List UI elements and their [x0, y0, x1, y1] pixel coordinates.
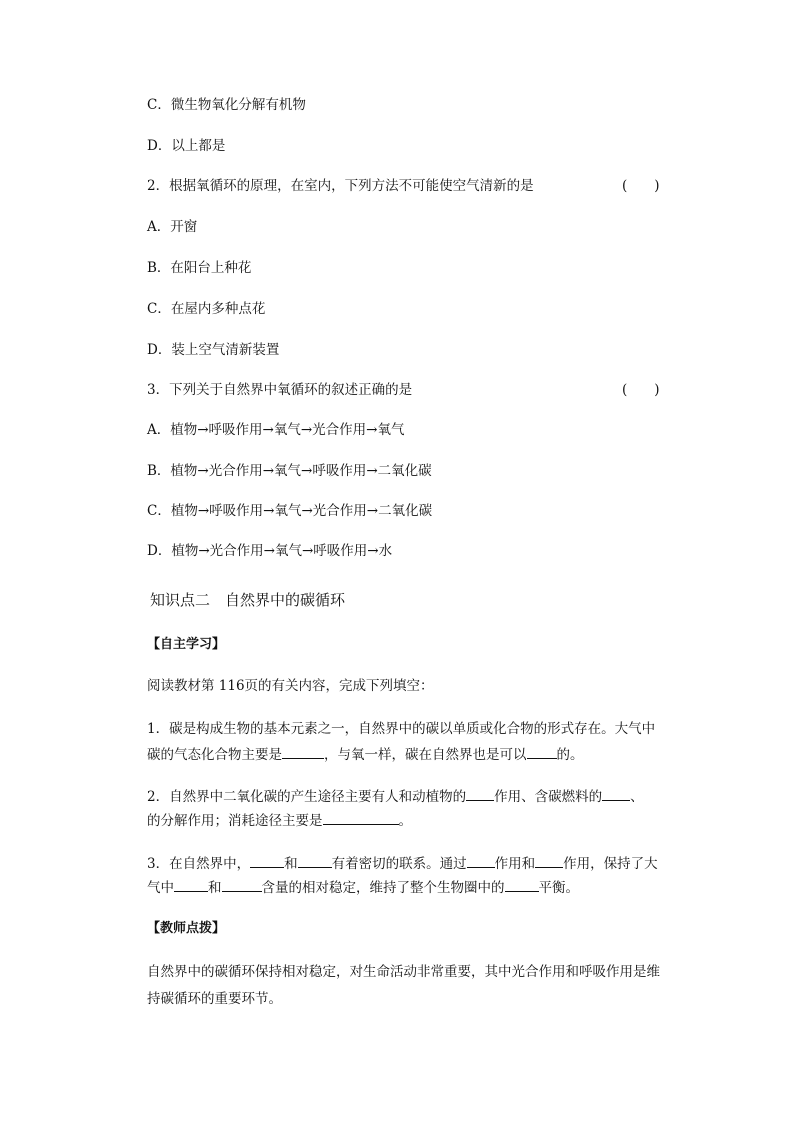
q3-option-a: A．植物→呼吸作用→氧气→光合作用→氧气	[147, 422, 405, 438]
blank-1-2[interactable]	[527, 744, 557, 759]
blank-3-3[interactable]	[467, 853, 495, 868]
item-2-line-2: 的分解作用；消耗途径主要是 。	[147, 810, 677, 828]
teacher-tip-line-1: 自然界中的碳循环保持相对稳定，对生命活动非常重要，其中光合作用和呼吸作用是维	[147, 964, 660, 980]
item-1-line-2: 碳的气态化合物主要是 ，与氧一样，碳在自然界也是可以 的。	[147, 744, 677, 762]
fill-blank-item-1	[147, 720, 677, 762]
self-study-tag: 【自主学习】	[147, 637, 226, 652]
item-2-line-1: 2．自然界中二氧化碳的产生途径主要有人和动植物的 作用、含碳燃料的 、	[147, 786, 677, 804]
q1-option-c: C．微生物氧化分解有机物	[147, 97, 306, 113]
teacher-tip-line-2: 持碳循环的重要环节。	[147, 991, 282, 1007]
item-3-line-2: 气中 和 含量的相对稳定，维持了整个生物圈中的 平衡。	[147, 877, 677, 895]
fill-blank-item-3	[147, 853, 677, 895]
section-title: 知识点二 自然界中的碳循环	[150, 591, 346, 609]
blank-1-1[interactable]	[282, 744, 324, 759]
blank-3-4[interactable]	[535, 853, 563, 868]
q1-option-d: D．以上都是	[147, 138, 226, 154]
q2-answer-paren: ( )	[622, 178, 660, 194]
blank-3-2[interactable]	[298, 853, 332, 868]
q3-option-b: B．植物→光合作用→氧气→呼吸作用→二氧化碳	[147, 463, 432, 479]
teacher-tip-tag: 【教师点拨】	[147, 921, 226, 936]
blank-3-5[interactable]	[174, 877, 208, 892]
item-3-line-1: 3．在自然界中， 和 有着密切的联系。通过 作用和 作用，保持了大	[147, 853, 677, 871]
fill-blank-item-2	[147, 786, 677, 828]
q2-option-c: C．在屋内多种点花	[147, 301, 266, 317]
q3-answer-paren: ( )	[622, 382, 660, 398]
teacher-tip-paragraph	[147, 963, 677, 1008]
q2-option-d: D．装上空气清新装置	[147, 342, 280, 358]
q2-stem: 2．根据氧循环的原理，在室内，下列方法不可能使空气清新的是	[147, 178, 534, 194]
blank-2-2[interactable]	[602, 786, 630, 801]
item-1-line-1: 1．碳是构成生物的基本元素之一，自然界中的碳以单质或化合物的形式存在。大气中	[147, 721, 656, 737]
q2-option-b: B．在阳台上种花	[147, 260, 252, 276]
blank-2-1[interactable]	[466, 786, 494, 801]
blank-2-3[interactable]	[323, 810, 399, 825]
q3-stem: 3．下列关于自然界中氧循环的叙述正确的是	[147, 382, 413, 398]
q2-option-a: A．开窗	[147, 219, 198, 235]
blank-3-6[interactable]	[222, 877, 262, 892]
q3-option-d: D．植物→光合作用→氧气→呼吸作用→水	[147, 543, 393, 559]
q3-option-c: C．植物→呼吸作用→氧气→光合作用→二氧化碳	[147, 503, 433, 519]
blank-3-7[interactable]	[505, 877, 539, 892]
self-study-intro: 阅读教材第 116页的有关内容，完成下列填空：	[147, 678, 434, 694]
blank-3-1[interactable]	[250, 853, 284, 868]
